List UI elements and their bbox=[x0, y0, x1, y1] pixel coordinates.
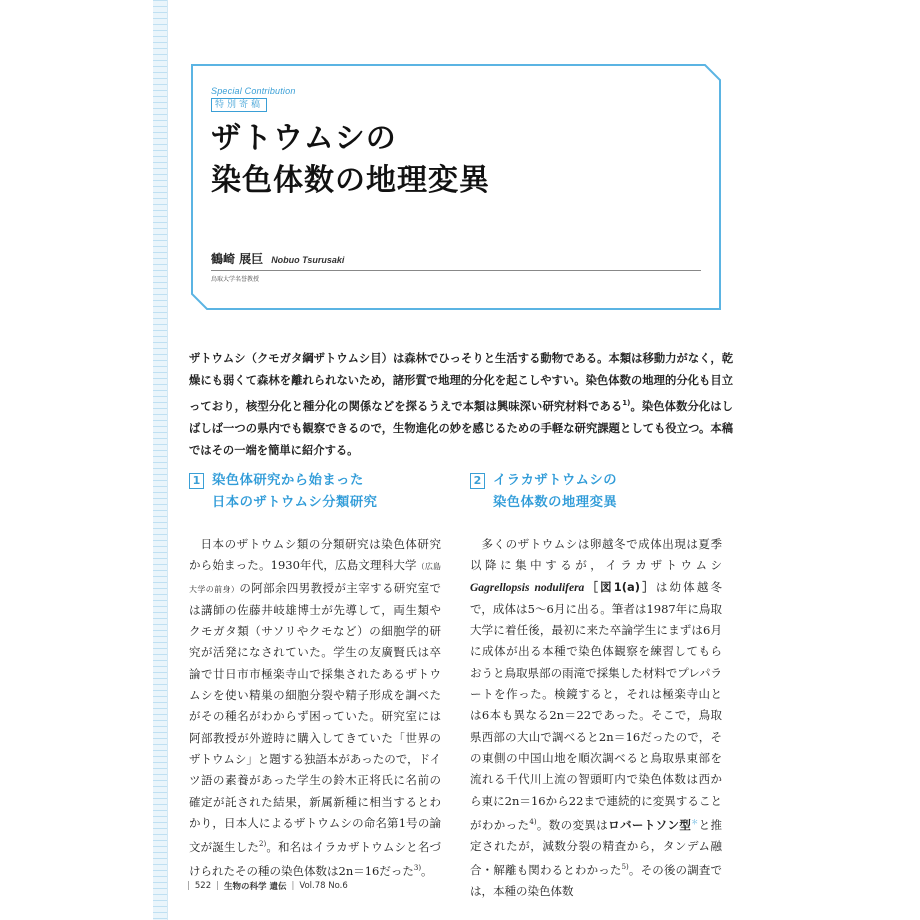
page-number: 522 bbox=[194, 881, 212, 891]
page-footer: | 522 | 生物の科学 遺伝 | Vol.78 No.6 bbox=[187, 881, 348, 892]
article-page bbox=[167, 0, 920, 920]
page-edge-ruling bbox=[153, 0, 168, 920]
section-1-text-4: 。 bbox=[421, 864, 433, 879]
author-name-japanese: 鶴崎 展巨 bbox=[211, 252, 264, 266]
title-line-2: 染色体数の地理変異 bbox=[211, 163, 490, 198]
section-1-title-line-2: 日本のザトウムシ分類研究 bbox=[212, 495, 378, 510]
section-2-ref-4: 4) bbox=[529, 817, 537, 826]
journal-volume: Vol.78 No.6 bbox=[299, 881, 348, 891]
section-2-text-2: は幼体越冬で，成体は5～6月に出る。筆者は1987年に鳥取大学に着任後，最初に来た卒論学生にまずは6月に成体が出る本種で染色体観察を練習してもらおうと鳥取県部の雨滝で採集した材料でプレパラートを作った。検鏡すると，それは極楽寺山とは6本も異なる2n＝22であった。そこで，鳥取県西部の大山で調べると2n＝16だったので，その東側の中国山地を順次調べると鳥取県東部を流れる千代川上流の智頭町内で染色体数は西から東に2n＝16から22まで連続的に変異することがわかった bbox=[470, 579, 722, 832]
section-1-heading bbox=[189, 470, 441, 518]
section-2-text-4: と推定されたが，減数分裂の精査から，タンデム融合・解離も関わるとわかった bbox=[470, 817, 723, 878]
section-1-text-3: 。和名はイラカザトウムシと名づけられたその種の染色体数は2n＝16だった bbox=[189, 839, 441, 879]
section-1-ref-2: 2) bbox=[258, 840, 267, 849]
abstract bbox=[189, 348, 733, 462]
term-robertsonian: ロバートソン型 bbox=[608, 817, 692, 832]
footnote-mark: ＊ bbox=[691, 817, 699, 826]
section-1-text-2: の阿部余四男教授が主宰する研究室では講師の佐藤井岐雄博士が先導して，両生類やクモガタ類（サソリやクモなど）の細胞学的研究が活発になされていた。学生の友廣賢氏は卒論で廿日市市極楽寺山で採集されたあるザトウムシを使い精巣の細胞分裂や精子形成を調べたがその種名がわからず困っていた。研究室には阿部教授が外遊時に購入してきていた「世界のザトウムシ」と題する独語本があったので，ドイツ語の素養があった学生の鈴木正将氏に名前の確定が託された結果，新属新種に相当するとわかり，日本人によるザトウムシの命名第1号の論文が誕生した bbox=[189, 580, 442, 854]
figure-reference: ［図1(a)］ bbox=[584, 579, 656, 594]
title-line-1: ザトウムシの bbox=[211, 121, 397, 156]
section-1-text-1: 日本のザトウムシ類の分類研究は染色体研究から始まった。1930年代，広島文理科大学 bbox=[189, 537, 441, 573]
section-2-number: 2 bbox=[470, 473, 485, 489]
column-right bbox=[470, 470, 722, 903]
section-2-heading bbox=[470, 470, 722, 518]
section-2-title bbox=[493, 470, 617, 518]
section-2-text-1: 多くのザトウムシは卵越冬で成体出現は夏季以降に集中するが，イラカザトウムシ bbox=[470, 537, 722, 573]
section-1-title-line-1: 染色体研究から始まった bbox=[212, 473, 364, 488]
section-2-title-line-2: 染色体数の地理変異 bbox=[493, 495, 618, 510]
column-left bbox=[189, 470, 441, 882]
article-title bbox=[211, 118, 490, 202]
section-1-ref-3: 3) bbox=[413, 864, 422, 873]
kicker-japanese: 特別寄稿 bbox=[211, 98, 267, 112]
author-name-english: Nobuo Tsurusaki bbox=[271, 255, 345, 265]
section-2-title-line-1: イラカザトウムシの bbox=[493, 473, 618, 488]
section-2-text-3: 。数の変異は bbox=[536, 817, 609, 832]
section-2-ref-5: 5) bbox=[621, 863, 629, 872]
journal-name: 生物の科学 遺伝 bbox=[223, 882, 287, 892]
kicker-english: Special Contribution bbox=[211, 86, 296, 96]
title-box bbox=[191, 64, 721, 310]
author-affiliation: 鳥取大学名誉教授 bbox=[211, 276, 260, 283]
abstract-text-2: 。染色体数分化はしばしば一つの県内でも観察できるので，生物進化の妙を感じるための手軽な研究課題としても役立つ。本稿ではその一端を簡単に紹介する。 bbox=[189, 399, 733, 457]
section-1-body bbox=[189, 534, 441, 882]
section-1-title bbox=[212, 470, 377, 518]
section-2-body bbox=[470, 534, 722, 903]
section-1-number: 1 bbox=[189, 473, 204, 489]
author-line bbox=[211, 250, 701, 271]
species-name: Gagrellopsis nodulifera bbox=[470, 581, 585, 594]
abstract-text-1: ザトウムシ（クモガタ綱ザトウムシ目）は森林でひっそりと生活する動物である。本類は移動力がなく，乾燥にも弱くて森林を離れられないため，諸形質で地理的分化を起こしやすい。染色体数の地理的分化も目立っており，核型分化と種分化の関係などを探るうえで本類は興味深い研究材料である bbox=[189, 352, 733, 413]
section-2-text-5: 。その後の調査では，本種の染色体数 bbox=[470, 863, 723, 899]
abstract-ref: 1) bbox=[622, 399, 631, 407]
section-1-note: （広島大学の前身） bbox=[189, 562, 442, 594]
